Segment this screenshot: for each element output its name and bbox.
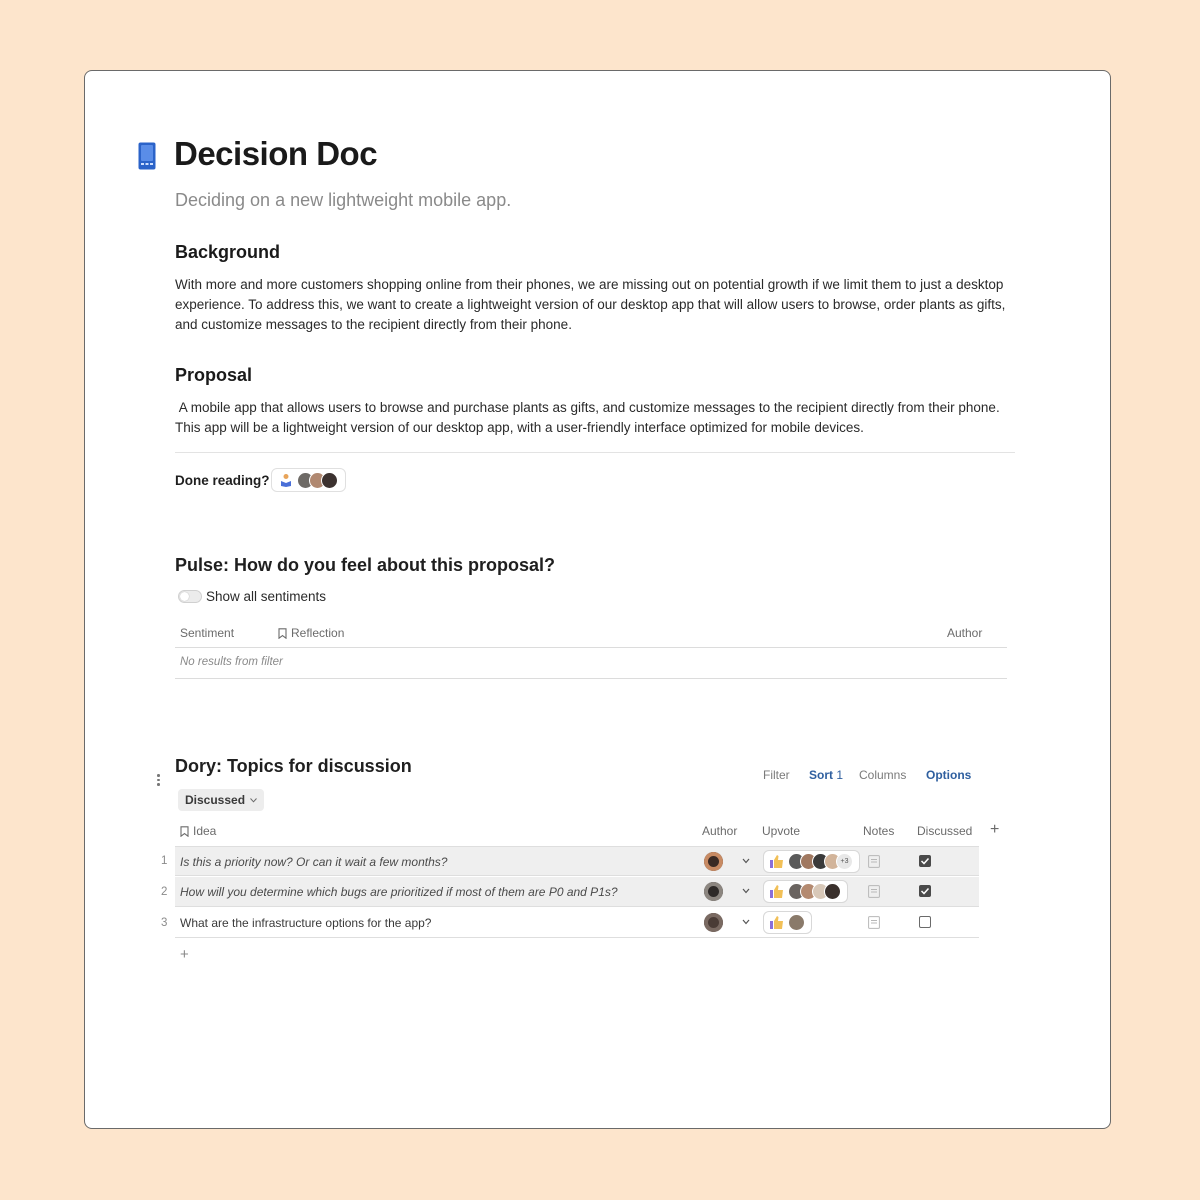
row-number: 1 [161,855,168,867]
reading-person-icon [279,473,293,487]
show-sentiments-toggle[interactable] [178,590,202,603]
row-number: 3 [161,917,168,929]
author-avatar[interactable] [704,852,723,871]
upvote-reaction[interactable] [763,880,848,903]
author-avatar[interactable] [704,913,723,932]
background-heading: Background [175,242,281,262]
divider [175,452,1015,453]
add-row-button[interactable]: + [180,946,189,963]
upvoter-avatars [788,853,853,870]
chevron-down-icon[interactable] [742,858,750,864]
column-reflection[interactable] [278,626,344,640]
drag-handle-icon[interactable] [157,774,160,786]
document-card [84,70,1111,1129]
column-author[interactable] [702,824,737,838]
column-label: Author [947,626,983,640]
done-reading-reaction[interactable] [271,468,346,492]
more-upvoters-badge: +3 [836,853,853,870]
chevron-down-icon[interactable] [742,888,750,894]
sort-count: 1 [836,768,844,782]
column-author[interactable] [947,626,982,640]
column-label: Author [702,824,738,838]
table-row[interactable] [175,846,979,876]
reader-avatars [297,472,338,489]
chevron-down-icon[interactable] [742,919,750,925]
column-label: Sentiment [180,626,235,640]
filter-button[interactable]: Filter [763,768,790,782]
discussed-checkbox[interactable] [919,855,931,867]
thumbs-up-icon [770,916,784,929]
idea-cell[interactable]: Is this a priority now? Or can it wait a few months? [180,855,448,869]
page-subtitle: Deciding on a new lightweight mobile app. [175,190,512,210]
sort-button[interactable] [809,768,843,782]
upvote-reaction[interactable] [763,850,860,873]
discussed-checkbox[interactable] [919,916,931,928]
notes-icon[interactable] [868,916,880,929]
bookmark-icon [278,628,287,639]
column-label: Idea [193,824,217,838]
upvote-reaction[interactable] [763,911,812,934]
proposal-heading: Proposal [175,365,253,385]
show-sentiments-toggle-row[interactable] [178,589,326,604]
mobile-phone-icon [138,142,156,170]
pulse-title: Pulse: How do you feel about this proposal? [175,555,556,575]
idea-cell[interactable]: How will you determine which bugs are prioritized if most of them are P0 and P1s? [180,885,618,899]
table-divider [175,647,1007,648]
page-title: Decision Doc [174,135,378,172]
column-notes[interactable] [863,824,894,838]
notes-icon[interactable] [868,855,880,868]
bookmark-icon [180,826,189,837]
column-label: Upvote [762,824,801,838]
discussed-filter-chip[interactable] [178,789,264,811]
idea-cell[interactable]: What are the infrastructure options for the app? [180,916,432,930]
table-divider [175,678,1007,679]
thumbs-up-icon [770,885,784,898]
table-row[interactable] [175,908,979,938]
author-avatar[interactable] [704,882,723,901]
discussed-checkbox[interactable] [919,885,931,897]
proposal-text: A mobile app that allows users to browse and purchase plants as gifts, and customize messages to the recipient directly from their phone. This app will be a lightweight version of our desktop app, with a user-friendly interface optimized for mobile devices. [175,400,1004,435]
add-column-button[interactable]: + [990,821,1000,838]
thumbs-up-icon [770,855,784,868]
avatar [824,883,841,900]
columns-button[interactable]: Columns [859,768,907,782]
avatar [788,914,805,931]
column-label: Discussed [917,824,973,838]
options-button[interactable]: Options [926,768,972,782]
column-upvote[interactable] [762,824,800,838]
chevron-down-icon [250,798,257,803]
upvoter-avatars [788,883,841,900]
dory-title: Dory: Topics for discussion [175,756,412,776]
empty-state: No results from filter [180,656,283,668]
done-reading-label: Done reading? [175,473,270,488]
notes-icon[interactable] [868,885,880,898]
row-number: 2 [161,886,168,898]
column-discussed[interactable] [917,824,972,838]
filter-chip-label: Discussed [185,793,246,807]
toggle-label: Show all sentiments [206,589,327,604]
column-label: Reflection [291,626,345,640]
column-label: Notes [863,824,895,838]
column-sentiment[interactable] [180,626,234,640]
column-idea[interactable] [180,824,216,838]
background-text: With more and more customers shopping online from their phones, we are missing out on potential growth if we limit them to just a desktop experience. To address this, we want to create a lightweight version of our desktop app that will allow users to browse, order plants as gifts, and customize messages to the recipient directly from their phone. [175,277,1006,332]
sort-label: Sort [809,768,833,782]
upvoter-avatars [788,914,805,931]
avatar [321,472,338,489]
table-row[interactable] [175,877,979,907]
